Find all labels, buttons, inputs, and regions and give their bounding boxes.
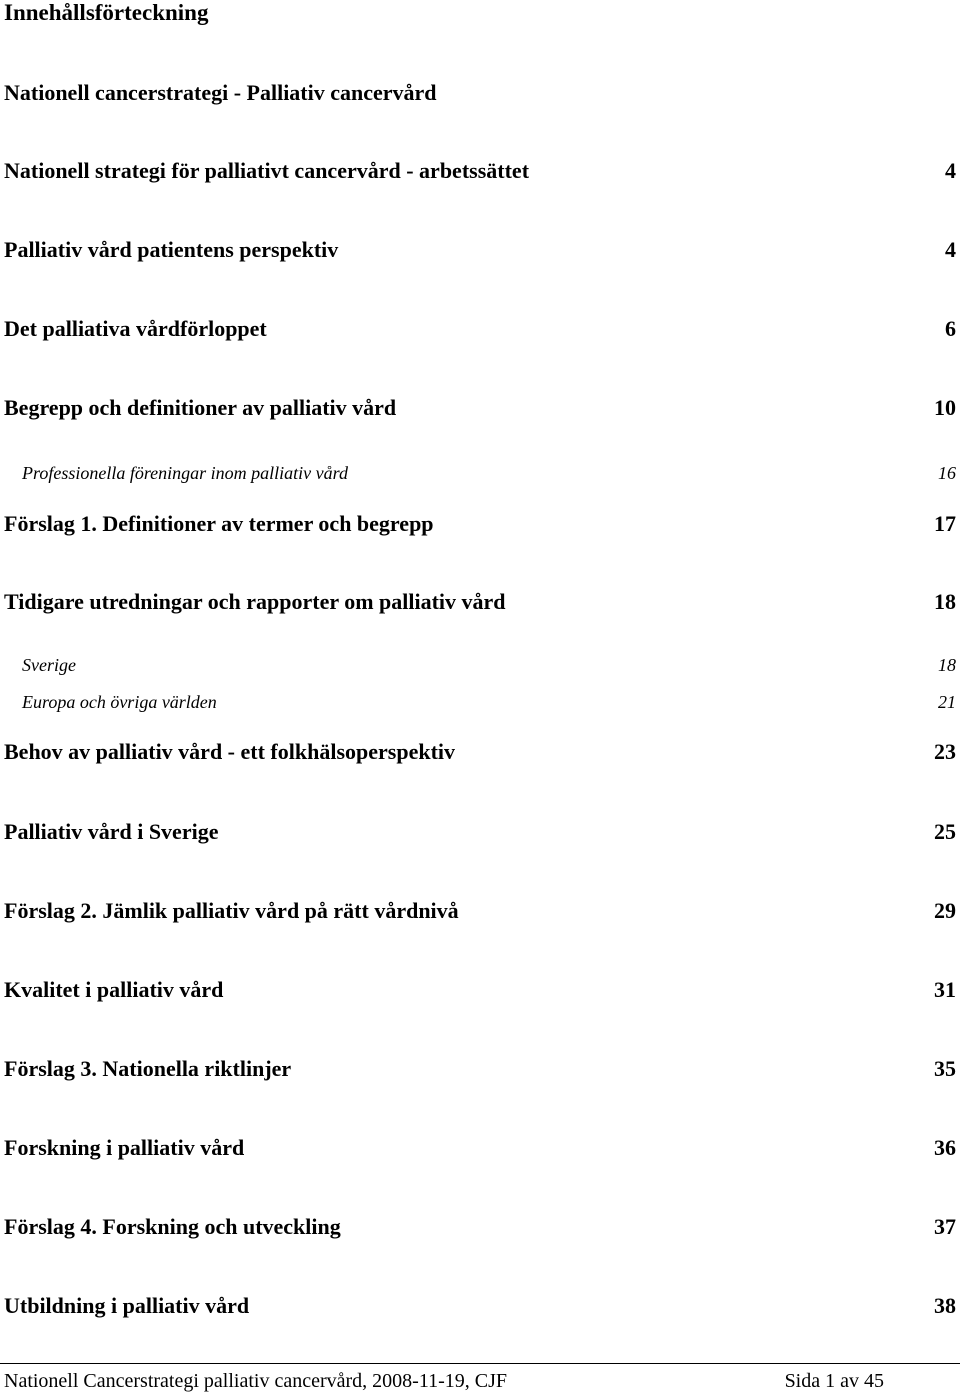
toc-entry-label: Kvalitet i palliativ vård (4, 977, 224, 1002)
toc-entry-page: 18 (934, 589, 956, 614)
toc-entry-label: Palliativ vård patientens perspektiv (4, 237, 339, 262)
toc-entry[interactable] (4, 316, 956, 342)
toc-entry-page: 4 (945, 237, 956, 262)
footer-page-number: Sida 1 av 45 (784, 1370, 884, 1392)
toc-subentry[interactable] (22, 462, 956, 484)
toc-entry[interactable] (4, 80, 956, 106)
toc-entry-page: 31 (934, 977, 956, 1002)
toc-entry[interactable] (4, 589, 956, 615)
toc-entry-label: Förslag 1. Definitioner av termer och begrepp (4, 511, 434, 536)
toc-entry-page: 17 (934, 511, 956, 536)
toc-subentry[interactable] (22, 691, 956, 713)
toc-entry[interactable] (4, 1135, 956, 1161)
toc-entry-label: Tidigare utredningar och rapporter om palliativ vård (4, 589, 506, 614)
toc-entry-page: 4 (945, 158, 956, 183)
toc-entry-label: Utbildning i palliativ vård (4, 1293, 250, 1318)
toc-entry[interactable] (4, 739, 956, 765)
footer-divider (0, 1363, 960, 1364)
toc-entry[interactable] (4, 977, 956, 1003)
toc-entry-label: Europa och övriga världen (22, 692, 217, 712)
toc-entry[interactable] (4, 898, 956, 924)
toc-entry[interactable] (4, 237, 956, 263)
toc-subentry[interactable] (22, 654, 956, 676)
toc-entry-label: Förslag 2. Jämlik palliativ vård på rätt vårdnivå (4, 898, 459, 923)
toc-title: Innehållsförteckning (4, 0, 209, 25)
toc-entry[interactable] (4, 819, 956, 845)
toc-entry[interactable] (4, 1056, 956, 1082)
toc-entry-page: 38 (934, 1293, 956, 1318)
toc-entry[interactable] (4, 395, 956, 421)
toc-entry-page: 25 (934, 819, 956, 844)
toc-entry-page: 16 (938, 463, 956, 483)
toc-entry-label: Förslag 3. Nationella riktlinjer (4, 1056, 292, 1081)
toc-entry-label: Behov av palliativ vård - ett folkhälsoperspektiv (4, 739, 456, 764)
page-footer (4, 1369, 884, 1393)
toc-entry[interactable] (4, 511, 956, 537)
toc-entry[interactable] (4, 158, 956, 184)
toc-entry-label: Nationell strategi för palliativt cancervård - arbetssättet (4, 158, 530, 183)
toc-entry-page: 23 (934, 739, 956, 764)
footer-document-info: Nationell Cancerstrategi palliativ cancervård, 2008-11-19, CJF (4, 1370, 507, 1392)
toc-entry-label: Det palliativa vårdförloppet (4, 316, 267, 341)
toc-entry-page: 18 (938, 655, 956, 675)
toc-entry-page: 21 (938, 692, 956, 712)
toc-entry-label: Begrepp och definitioner av palliativ vård (4, 395, 397, 420)
toc-entry-label: Professionella föreningar inom palliativ vård (22, 463, 348, 483)
toc-entry-label: Sverige (22, 655, 76, 675)
toc-entry[interactable] (4, 1293, 956, 1319)
toc-entry-page: 29 (934, 898, 956, 923)
toc-entry-page: 6 (945, 316, 956, 341)
toc-entry-label: Forskning i palliativ vård (4, 1135, 245, 1160)
toc-entry-page: 35 (934, 1056, 956, 1081)
toc-entry[interactable] (4, 1214, 956, 1240)
toc-entry-label: Nationell cancerstrategi - Palliativ cancervård (4, 80, 437, 105)
toc-entry-label: Förslag 4. Forskning och utveckling (4, 1214, 341, 1239)
toc-entry-page: 37 (934, 1214, 956, 1239)
toc-entry-page: 10 (934, 395, 956, 420)
toc-entry-label: Palliativ vård i Sverige (4, 819, 219, 844)
toc-entry-page: 36 (934, 1135, 956, 1160)
